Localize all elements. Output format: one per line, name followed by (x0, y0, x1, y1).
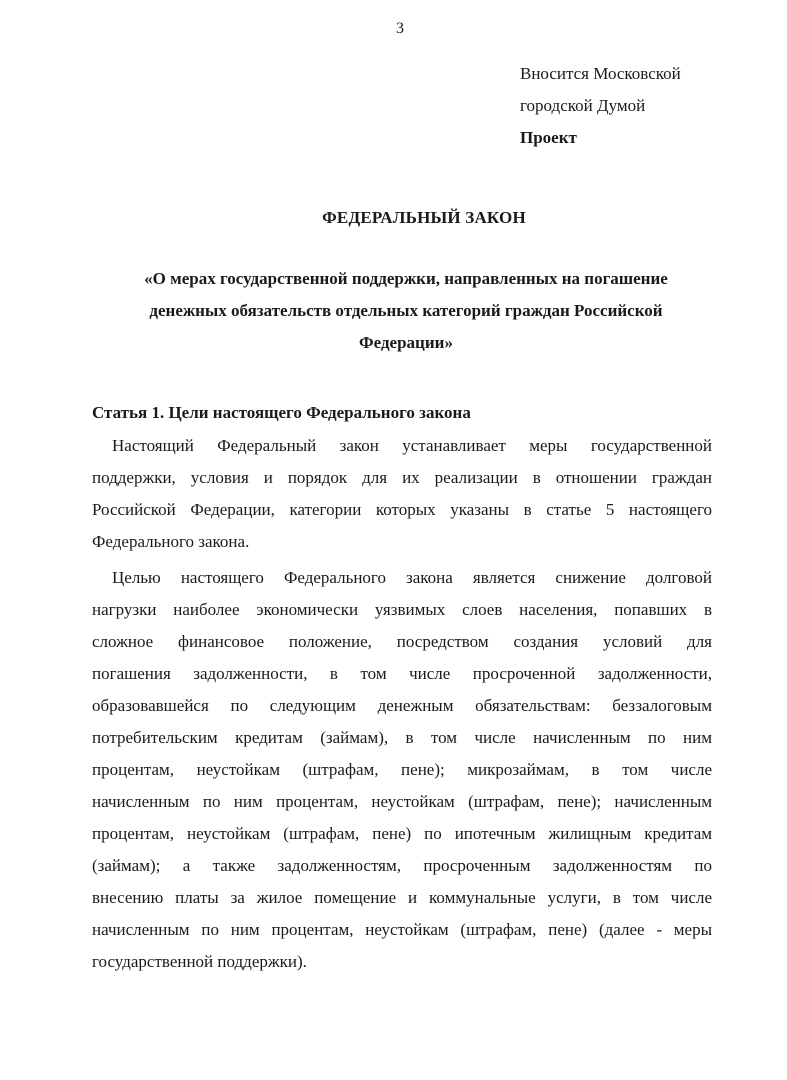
paragraph-line: государственной поддержки). (92, 952, 307, 971)
paragraph-line: (займам); а также задолженностям, просроченным задолженностям по (92, 856, 712, 875)
paragraph-line: начисленным по ним процентам, неустойкам (штрафам, пене) (далее - меры (92, 920, 712, 939)
article-paragraph-1 (92, 430, 712, 558)
paragraph-line: образовавшейся по следующим денежным обязательствам: беззалоговым (92, 696, 712, 715)
law-subtitle-line: «О мерах государственной поддержки, направленных на погашение (144, 269, 668, 288)
paragraph-line: процентам, неустойкам (штрафам, пене) по ипотечным жилищным кредитам (92, 824, 712, 843)
paragraph-line: поддержки, условия и порядок для их реализации в отношении граждан (92, 468, 712, 487)
paragraph-line: нагрузки наиболее экономически уязвимых слоев населения, попавших в (92, 600, 712, 619)
law-title: ФЕДЕРАЛЬНЫЙ ЗАКОН (322, 208, 526, 227)
paragraph-line: Целью настоящего Федерального закона является снижение долговой (112, 568, 712, 587)
submitter-block (520, 58, 681, 154)
paragraph-line: потребительским кредитам (займам), в том числе начисленным по ним (92, 728, 712, 747)
law-subtitle-line: Федерации» (359, 333, 453, 352)
paragraph-line: начисленным по ним процентам, неустойкам (штрафам, пене); начисленным (92, 792, 712, 811)
paragraph-line: Российской Федерации, категории которых указаны в статье 5 настоящего (92, 500, 712, 519)
paragraph-line: процентам, неустойкам (штрафам, пене); микрозаймам, в том числе (92, 760, 712, 779)
paragraph-line: внесению платы за жилое помещение и коммунальные услуги, в том числе (92, 888, 712, 907)
article-heading: Статья 1. Цели настоящего Федерального закона (92, 403, 471, 422)
paragraph-line: погашения задолженности, в том числе просроченной задолженности, (92, 664, 712, 683)
submitter-line-2: городской Думой (520, 96, 646, 115)
law-subtitle-line: денежных обязательств отдельных категорий граждан Российской (149, 301, 663, 320)
paragraph-line: сложное финансовое положение, посредством создания условий для (92, 632, 712, 651)
paragraph-line: Настоящий Федеральный закон устанавливает меры государственной (112, 436, 712, 455)
paragraph-line: Федерального закона. (92, 532, 250, 551)
submitter-line-1: Вносится Московской (520, 64, 681, 83)
article-paragraph-2 (92, 562, 712, 978)
law-subtitle (100, 263, 712, 359)
document-status: Проект (520, 128, 577, 147)
page-number: 3 (396, 20, 404, 37)
